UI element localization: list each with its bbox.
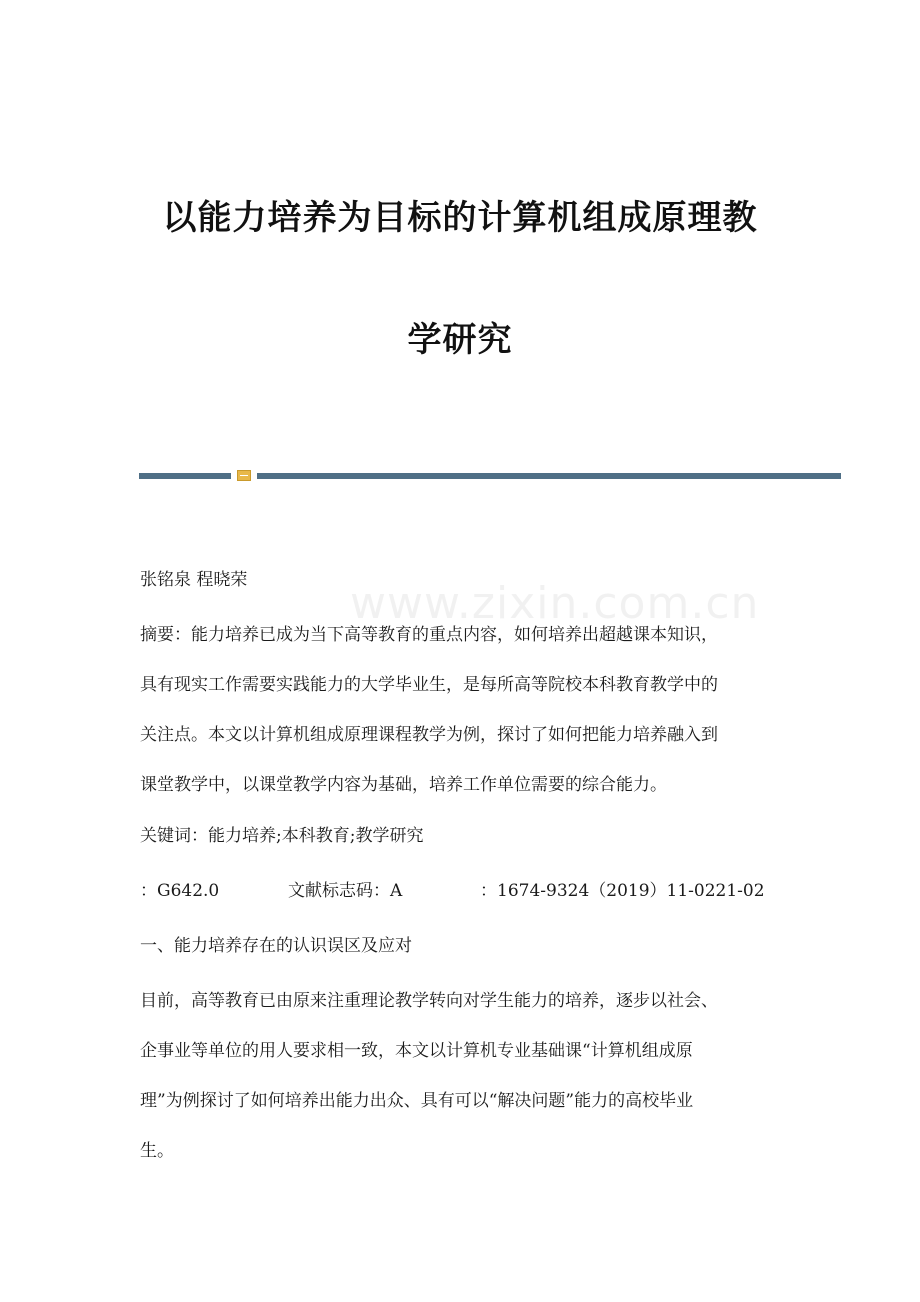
- body-line: 目前，高等教育已由原来注重理论教学转向对学生能力的培养，逐步以社会、: [140, 991, 718, 1011]
- abstract-line: 摘要：能力培养已成为当下高等教育的重点内容，如何培养出超越课本知识，: [140, 625, 718, 645]
- document-code: 文献标志码：A: [288, 881, 403, 901]
- divider-bar-left: [139, 473, 231, 479]
- body-line: 生。: [140, 1141, 174, 1161]
- abstract-line: 课堂教学中，以课堂教学内容为基础，培养工作单位需要的综合能力。: [140, 775, 667, 795]
- divider-mark-icon: [237, 470, 251, 481]
- article-id: ：1674-9324（2019）11-0221-02: [480, 881, 765, 901]
- body-line: 理”为例探讨了如何培养出能力出众、具有可以“解决问题”能力的高校毕业: [140, 1091, 694, 1111]
- title-divider: [139, 470, 841, 480]
- body-line: 企事业等单位的用人要求相一致，本文以计算机专业基础课“计算机组成原: [140, 1041, 693, 1061]
- document-title-line-2: 学研究: [407, 320, 513, 360]
- abstract-line: 关注点。本文以计算机组成原理课程教学为例，探讨了如何把能力培养融入到: [140, 725, 718, 745]
- abstract-line: 具有现实工作需要实践能力的大学毕业生，是每所高等院校本科教育教学中的: [140, 675, 718, 695]
- divider-bar-right: [257, 473, 841, 479]
- document-title-line-1: 以能力培养为目标的计算机组成原理教: [162, 198, 758, 238]
- watermark: www.zixin.com.cn: [350, 578, 760, 629]
- authors: 张铭泉 程晓荣: [140, 570, 248, 590]
- keywords: 关键词：能力培养;本科教育;教学研究: [140, 826, 424, 846]
- section-heading: 一、能力培养存在的认识误区及应对: [140, 936, 412, 956]
- clc-number: ：G642.0: [140, 881, 220, 901]
